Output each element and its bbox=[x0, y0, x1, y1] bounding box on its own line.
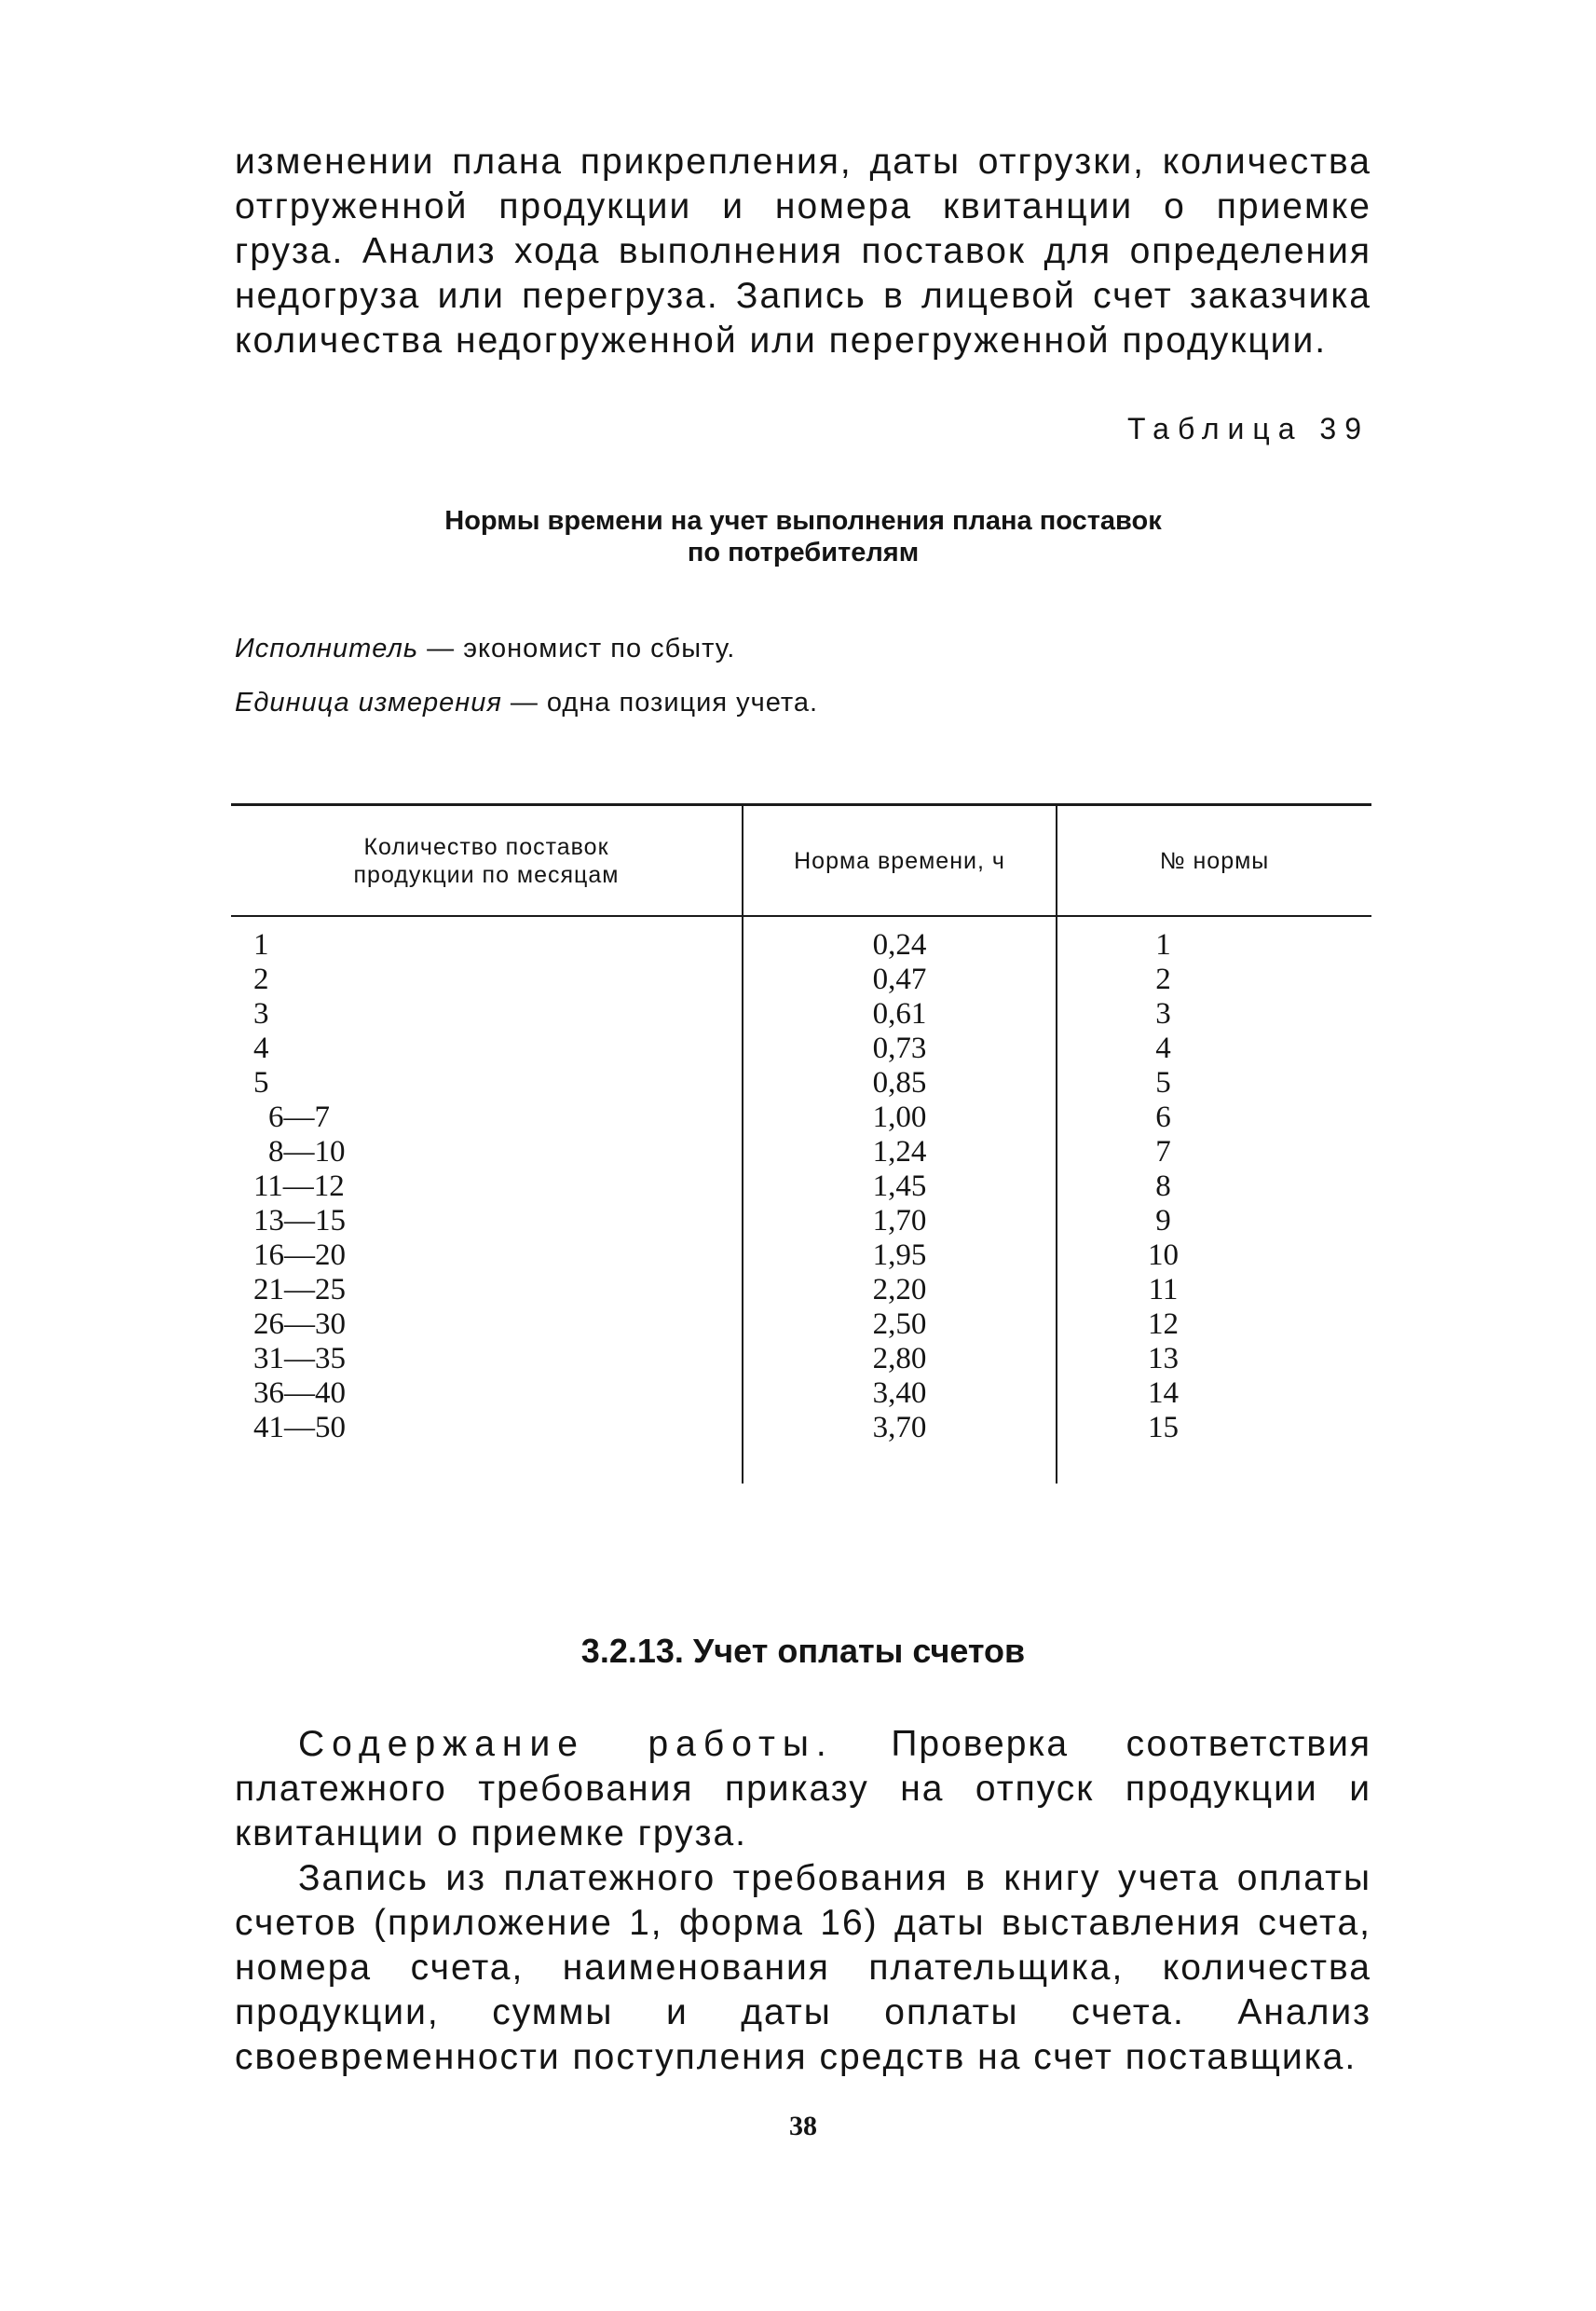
cell-norm-number: 13 bbox=[1148, 1342, 1179, 1375]
cell-quantity: 2 bbox=[253, 963, 269, 996]
cell-time-norm: 1,45 bbox=[872, 1169, 927, 1203]
cell-norm-number: 7 bbox=[1155, 1135, 1171, 1169]
table-header-rule bbox=[231, 915, 1371, 917]
content-label: Содержание работы. bbox=[298, 1724, 834, 1764]
cell-quantity: 26—30 bbox=[253, 1307, 346, 1341]
cell-time-norm: 0,47 bbox=[872, 963, 927, 996]
table-row bbox=[231, 928, 1371, 963]
table-row bbox=[231, 1273, 1371, 1307]
unit-line bbox=[235, 686, 1371, 719]
cell-time-norm: 2,50 bbox=[872, 1307, 927, 1341]
table-row bbox=[231, 997, 1371, 1032]
cell-quantity: 8—10 bbox=[268, 1135, 346, 1169]
content-text: Проверка соответствия платежного требования приказу на отпуск продукции и квитанции о приемке груза. bbox=[235, 1724, 1371, 1853]
table-row bbox=[231, 963, 1371, 997]
table-row bbox=[231, 1307, 1371, 1342]
cell-quantity: 16—20 bbox=[253, 1238, 346, 1272]
cell-quantity: 13—15 bbox=[253, 1204, 346, 1238]
cell-quantity: 21—25 bbox=[253, 1273, 346, 1306]
table-row bbox=[231, 1204, 1371, 1238]
cell-norm-number: 12 bbox=[1148, 1307, 1179, 1341]
cell-time-norm: 0,85 bbox=[872, 1066, 927, 1100]
table-body bbox=[231, 928, 1371, 1445]
cell-norm-number: 1 bbox=[1155, 928, 1171, 962]
table-row bbox=[231, 1169, 1371, 1204]
cell-time-norm: 1,70 bbox=[872, 1204, 927, 1238]
cell-norm-number: 6 bbox=[1155, 1101, 1171, 1134]
performer-line bbox=[235, 632, 1371, 665]
cell-time-norm: 0,61 bbox=[872, 997, 927, 1031]
unit-label: Единица измерения bbox=[235, 688, 502, 718]
cell-quantity: 6—7 bbox=[268, 1101, 330, 1134]
record-paragraph: Запись из платежного требования в книгу учета оплаты счетов (приложение 1, форма 16) даты выставления счета, номера счета, наименования плательщика, количества продукции, суммы и даты оплаты счета. Анализ своевременности поступления средств на счет поставщика. bbox=[235, 1858, 1371, 2077]
performer-label: Исполнитель bbox=[235, 634, 419, 663]
table-row bbox=[231, 1376, 1371, 1411]
cell-norm-number: 11 bbox=[1148, 1273, 1179, 1306]
table-row bbox=[231, 1032, 1371, 1066]
cell-norm-number: 10 bbox=[1148, 1238, 1179, 1272]
table-row bbox=[231, 1342, 1371, 1376]
norms-table bbox=[231, 803, 1371, 1484]
page-number: 38 bbox=[789, 2111, 817, 2141]
content-paragraph bbox=[235, 1722, 1371, 1856]
table-title-line-1: Нормы времени на учет выполнения плана поставок bbox=[444, 506, 1162, 536]
cell-quantity: 36—40 bbox=[253, 1376, 346, 1410]
table-title-line-2: по потребителям bbox=[687, 538, 920, 567]
cell-time-norm: 0,24 bbox=[872, 928, 927, 962]
table-label: Таблица 39 bbox=[1127, 412, 1370, 445]
cell-norm-number: 14 bbox=[1148, 1376, 1179, 1410]
cell-time-norm: 0,73 bbox=[872, 1032, 927, 1065]
intro-paragraph: изменении плана прикрепления, даты отгрузки, количества отгруженной продукции и номера квитанции о приемке груза. Анализ хода выполнения поставок для определения недогруза или перегруза. Запись в лицевой счет заказчика количества недогруженной или перегруженной продукции. bbox=[235, 142, 1371, 361]
cell-norm-number: 8 bbox=[1155, 1169, 1171, 1203]
cell-time-norm: 2,20 bbox=[872, 1273, 927, 1306]
cell-quantity: 3 bbox=[253, 997, 269, 1031]
header-quantity-line-2: продукции по месяцам bbox=[353, 861, 620, 888]
table-row bbox=[231, 1238, 1371, 1273]
table-row bbox=[231, 1411, 1371, 1445]
cell-norm-number: 3 bbox=[1155, 997, 1171, 1031]
header-time-norm: Норма времени, ч bbox=[794, 847, 1005, 874]
cell-time-norm: 3,40 bbox=[872, 1376, 927, 1410]
cell-time-norm: 3,70 bbox=[872, 1411, 927, 1444]
table-row bbox=[231, 1101, 1371, 1135]
cell-norm-number: 5 bbox=[1155, 1066, 1171, 1100]
cell-time-norm: 2,80 bbox=[872, 1342, 927, 1375]
cell-norm-number: 15 bbox=[1148, 1411, 1179, 1444]
cell-quantity: 31—35 bbox=[253, 1342, 346, 1375]
header-quantity bbox=[231, 806, 742, 915]
cell-quantity: 41—50 bbox=[253, 1411, 346, 1444]
cell-time-norm: 1,24 bbox=[872, 1135, 927, 1169]
table-row bbox=[231, 1135, 1371, 1169]
cell-norm-number: 9 bbox=[1155, 1204, 1171, 1238]
section-heading: 3.2.13. Учет оплаты счетов bbox=[580, 1632, 1026, 1670]
cell-norm-number: 2 bbox=[1155, 963, 1171, 996]
cell-quantity: 5 bbox=[253, 1066, 269, 1100]
cell-time-norm: 1,95 bbox=[872, 1238, 927, 1272]
table-row bbox=[231, 1066, 1371, 1101]
cell-time-norm: 1,00 bbox=[872, 1101, 927, 1134]
header-quantity-line-1: Количество поставок bbox=[363, 833, 609, 860]
cell-norm-number: 4 bbox=[1155, 1032, 1171, 1065]
cell-quantity: 11—12 bbox=[253, 1169, 345, 1203]
table-title bbox=[235, 505, 1371, 568]
header-norm-number: № нормы bbox=[1159, 847, 1270, 874]
cell-quantity: 4 bbox=[253, 1032, 269, 1065]
unit-text: — одна позиция учета. bbox=[501, 688, 819, 718]
cell-quantity: 1 bbox=[253, 928, 269, 962]
performer-text: — экономист по сбыту. bbox=[418, 634, 736, 663]
